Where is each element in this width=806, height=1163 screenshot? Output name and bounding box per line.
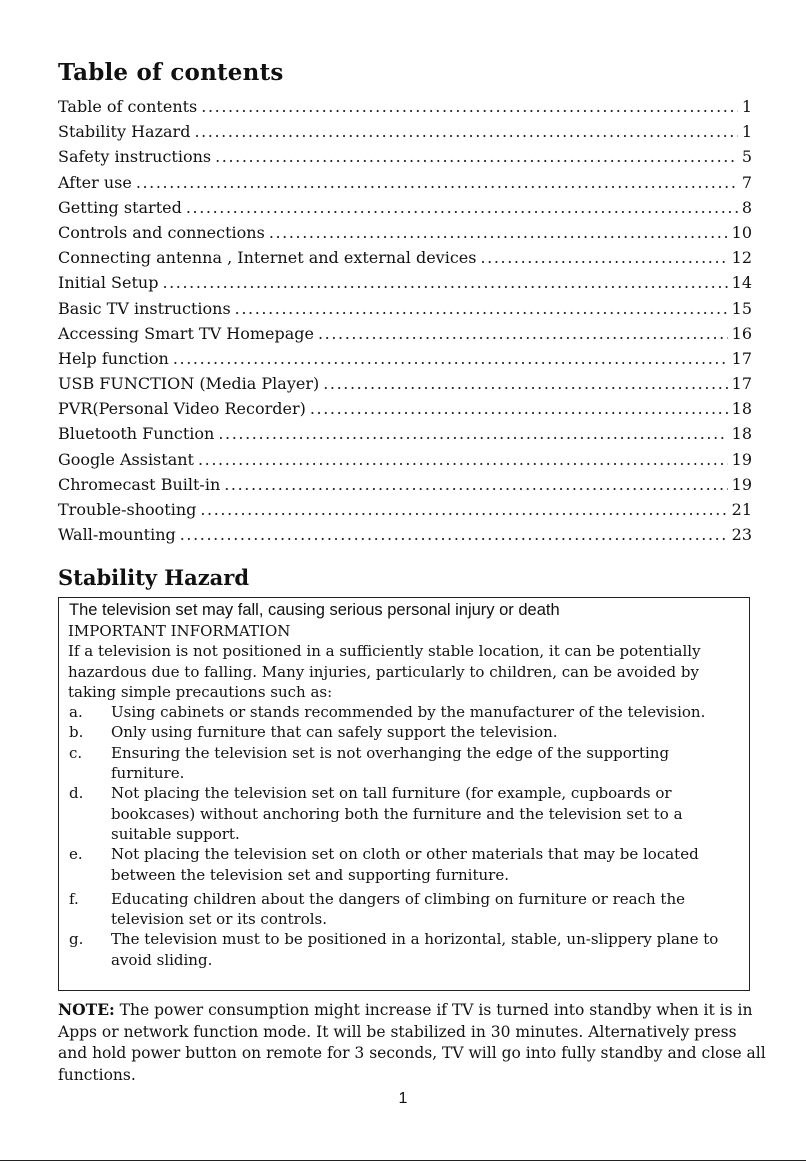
toc-entry[interactable] <box>58 122 752 147</box>
toc-entry-page: 5 <box>741 147 752 167</box>
toc-entry-page: 16 <box>731 323 752 343</box>
toc-leader-dots <box>186 198 738 217</box>
toc-entry-page: 1 <box>741 122 752 142</box>
list-item-letter: e. <box>69 845 83 864</box>
toc-entry-title: Safety instructions <box>58 147 212 167</box>
list-item-text: Only using furniture that can safely support the television. <box>111 723 558 742</box>
toc-entry-page: 12 <box>731 248 752 268</box>
page-bottom-rule <box>0 1160 806 1161</box>
toc-leader-dots <box>215 147 738 166</box>
hazard-warning-box <box>58 597 750 991</box>
hazard-intro-text: If a television is not positioned in a sufficiently stable location, it can be potentially hazardous due to falling. Many injuries, particularly to children, can be avoided by taking simple precautions such as: <box>68 642 701 701</box>
toc-entry-title: Basic TV instructions <box>58 298 231 318</box>
list-item-letter: f. <box>69 889 79 908</box>
toc-leader-dots <box>218 424 727 443</box>
toc-entry-title: Google Assistant <box>58 449 194 469</box>
toc-entry[interactable] <box>58 147 752 172</box>
toc-leader-dots <box>224 475 727 494</box>
page-number: 1 <box>398 1090 408 1107</box>
precautions-list <box>68 702 746 970</box>
toc-leader-dots <box>173 349 728 368</box>
toc-entry[interactable] <box>58 424 752 449</box>
list-item <box>68 929 746 970</box>
list-item <box>68 783 746 844</box>
toc-list <box>58 97 752 550</box>
toc-entry[interactable] <box>58 450 752 475</box>
toc-leader-dots <box>318 324 728 343</box>
toc-leader-dots <box>198 450 728 469</box>
toc-entry-page: 15 <box>731 298 752 318</box>
toc-entry-title: Connecting antenna , Internet and external devices <box>58 248 477 268</box>
toc-entry[interactable] <box>58 500 752 525</box>
toc-entry-page: 10 <box>731 222 752 242</box>
toc-entry-title: Trouble-shooting <box>58 500 197 519</box>
toc-entry[interactable] <box>58 97 752 122</box>
toc-entry-page: 19 <box>731 449 752 469</box>
toc-entry[interactable] <box>58 525 752 550</box>
list-item <box>68 743 746 784</box>
toc-entry[interactable] <box>58 324 752 349</box>
toc-leader-dots <box>162 273 727 292</box>
hazard-box-title: The television set may fall, causing serious personal injury or death <box>69 601 560 619</box>
list-item <box>68 702 746 722</box>
toc-entry[interactable] <box>58 198 752 223</box>
toc-entry[interactable] <box>58 349 752 374</box>
toc-entry-title: Table of contents <box>58 97 198 116</box>
list-item-text: Educating children about the dangers of climbing on furniture or reach the television set or its controls. <box>111 889 685 929</box>
note-label: NOTE: <box>58 1000 115 1019</box>
toc-leader-dots <box>180 525 728 544</box>
stability-hazard-heading: Stability Hazard <box>58 565 250 590</box>
toc-entry[interactable] <box>58 299 752 324</box>
toc-entry-page: 17 <box>731 374 752 394</box>
list-item-letter: d. <box>69 784 84 803</box>
list-item-text: Not placing the television set on cloth or other materials that may be located between the television set and supporting furniture. <box>111 845 699 884</box>
list-item <box>68 722 746 742</box>
note-text: The power consumption might increase if TV is turned into standby when it is in Apps or network function mode. It will be stabilized in 30 minutes. Alternatively press and hold power button on remote for 3 seconds, TV will go into fully standby and close all functions. <box>58 1001 766 1084</box>
toc-entry-page: 18 <box>731 424 752 444</box>
toc-entry-title: After use <box>58 172 132 192</box>
toc-entry-title: Bluetooth Function <box>58 424 215 444</box>
toc-entry-title: Stability Hazard <box>58 122 191 142</box>
toc-entry-title: USB FUNCTION (Media Player) <box>58 374 320 394</box>
toc-entry-title: Controls and connections <box>58 222 265 242</box>
list-item-letter: g. <box>69 930 84 949</box>
toc-entry[interactable] <box>58 475 752 500</box>
toc-entry-page: 18 <box>731 399 752 419</box>
toc-leader-dots <box>136 173 738 192</box>
toc-entry-title: Wall-mounting <box>58 525 176 545</box>
list-item-text: Not placing the television set on tall furniture (for example, cupboards or bookcases) without anchoring both the furniture and the television set to a suitable support. <box>111 784 683 843</box>
toc-entry-page: 23 <box>731 525 752 545</box>
list-item-letter: b. <box>69 723 84 742</box>
list-item <box>68 844 746 885</box>
toc-entry[interactable] <box>58 374 752 399</box>
toc-entry-title: Help function <box>58 348 169 368</box>
toc-leader-dots <box>201 97 738 116</box>
toc-entry-page: 14 <box>731 273 752 293</box>
list-item-text: Using cabinets or stands recommended by the manufacturer of the television. <box>111 703 706 722</box>
list-item-text: Ensuring the television set is not overhanging the edge of the supporting furniture. <box>111 743 670 783</box>
important-information-label: IMPORTANT INFORMATION <box>68 622 291 640</box>
toc-entry-page: 7 <box>741 172 752 192</box>
toc-leader-dots <box>310 399 728 418</box>
list-item-letter: c. <box>69 743 83 762</box>
toc-heading: Table of contents <box>58 59 284 86</box>
toc-entry-title: Getting started <box>58 197 182 217</box>
toc-leader-dots <box>200 500 727 519</box>
toc-leader-dots <box>194 122 737 141</box>
toc-leader-dots <box>480 248 727 267</box>
list-item-letter: a. <box>69 703 83 722</box>
toc-leader-dots <box>235 299 728 318</box>
toc-leader-dots <box>269 223 728 242</box>
toc-entry-title: Chromecast Built-in <box>58 474 221 494</box>
list-item <box>68 889 746 930</box>
hazard-box-body <box>68 621 746 970</box>
toc-entry-title: Initial Setup <box>58 273 159 293</box>
toc-entry[interactable] <box>58 399 752 424</box>
toc-entry[interactable] <box>58 273 752 298</box>
toc-entry[interactable] <box>58 248 752 273</box>
toc-entry-title: Accessing Smart TV Homepage <box>58 323 314 343</box>
toc-entry-page: 19 <box>731 474 752 494</box>
toc-entry-page: 21 <box>731 500 752 519</box>
toc-entry[interactable] <box>58 173 752 198</box>
toc-entry-page: 17 <box>731 348 752 368</box>
power-consumption-note <box>58 999 770 1086</box>
toc-entry-title: PVR(Personal Video Recorder) <box>58 399 306 419</box>
toc-leader-dots <box>323 374 727 393</box>
list-item-text: The television must to be positioned in a horizontal, stable, un-slippery plane to avoid sliding. <box>111 930 719 969</box>
toc-entry[interactable] <box>58 223 752 248</box>
toc-entry-page: 8 <box>741 197 752 217</box>
toc-entry-page: 1 <box>741 97 752 116</box>
